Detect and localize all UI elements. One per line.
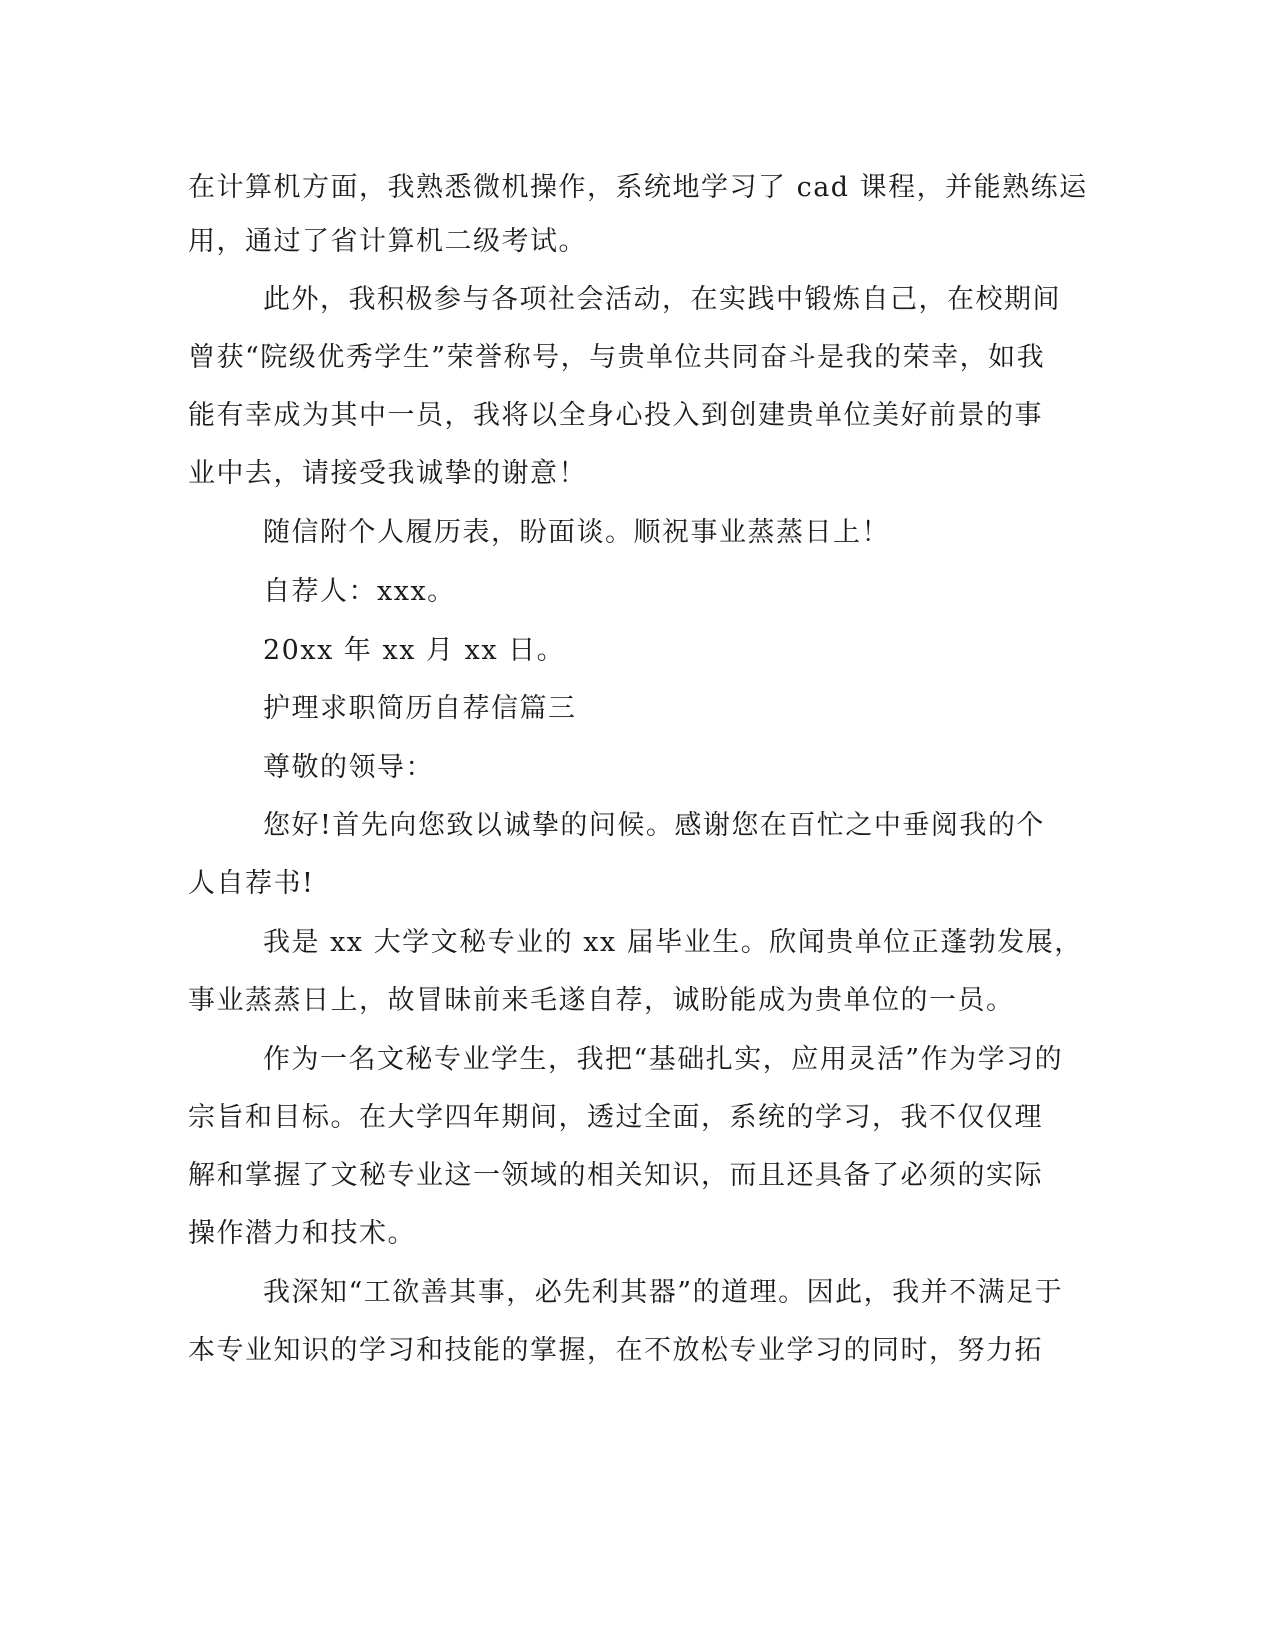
body-text-line: 此外，我积极参与各项社会活动，在实践中锻炼自己，在校期间 (263, 284, 1061, 315)
body-text-line: 我深知“工欲善其事，必先利其器”的道理。因此，我并不满足于 (263, 1277, 1064, 1308)
signature-line: 自荐人：xxx。 (263, 576, 456, 607)
date-line: 20xx 年 xx 月 xx 日。 (263, 635, 566, 666)
body-text-line: 用，通过了省计算机二级考试。 (188, 226, 587, 257)
body-text-line: 作为一名文秘专业学生，我把“基础扎实，应用灵活”作为学习的 (263, 1044, 1064, 1075)
salutation: 尊敬的领导： (263, 752, 434, 783)
body-text-line: 能有幸成为其中一员，我将以全身心投入到创建贵单位美好前景的事 (188, 400, 1043, 431)
body-text-line: 人自荐书! (188, 868, 315, 899)
body-text-line: 解和掌握了文秘专业这一领域的相关知识，而且还具备了必须的实际 (188, 1160, 1043, 1191)
body-text-line: 曾获“院级优秀学生”荣誉称号，与贵单位共同奋斗是我的荣幸，如我 (188, 342, 1046, 373)
body-text-line: 业中去，请接受我诚挚的谢意！ (188, 458, 587, 489)
section-heading: 护理求职简历自荐信篇三 (263, 693, 577, 724)
body-text-line: 在计算机方面，我熟悉微机操作，系统地学习了 cad 课程，并能熟练运 (188, 172, 1088, 203)
body-text-line: 本专业知识的学习和技能的掌握，在不放松专业学习的同时，努力拓 (188, 1335, 1043, 1366)
body-text-line: 随信附个人履历表，盼面谈。顺祝事业蒸蒸日上！ (263, 517, 890, 548)
body-text-line: 事业蒸蒸日上，故冒昧前来毛遂自荐，诚盼能成为贵单位的一员。 (188, 985, 1015, 1016)
body-text-line: 宗旨和目标。在大学四年期间，透过全面，系统的学习，我不仅仅理 (188, 1102, 1043, 1133)
body-text-line: 您好!首先向您致以诚挚的问候。感谢您在百忙之中垂阅我的个 (263, 810, 1045, 841)
body-text-line: 操作潜力和技术。 (188, 1218, 416, 1249)
body-text-line: 我是 xx 大学文秘专业的 xx 届毕业生。欣闻贵单位正蓬勃发展， (263, 927, 1083, 958)
